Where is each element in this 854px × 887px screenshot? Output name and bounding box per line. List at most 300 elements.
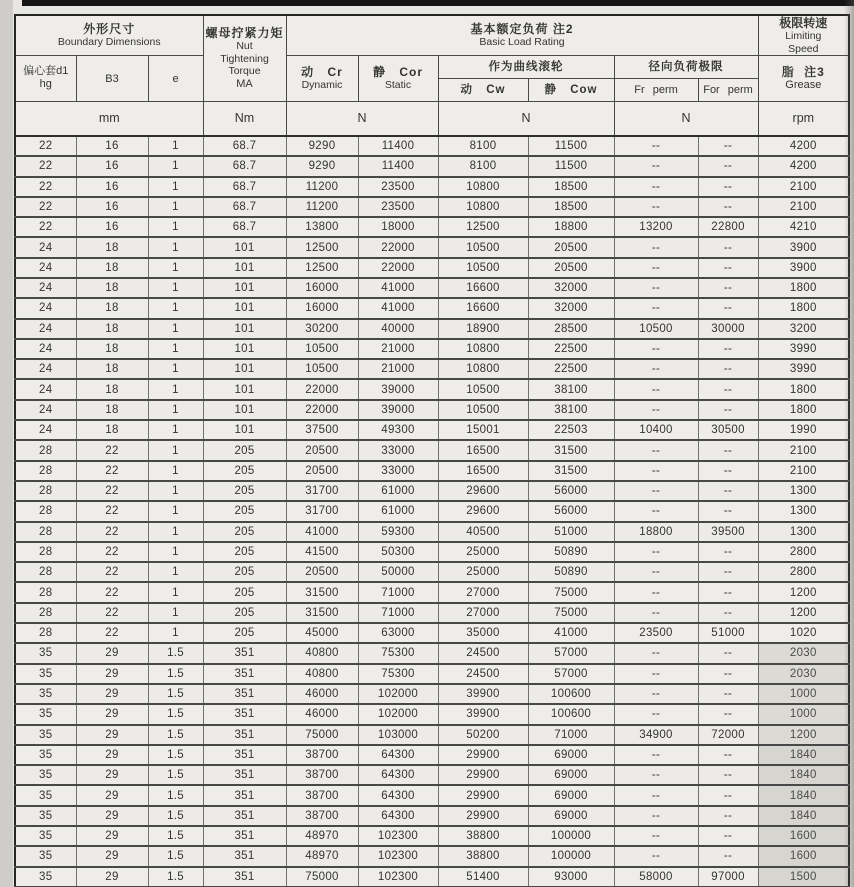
cell-for_perm: --: [698, 440, 758, 460]
cell-cor_static: 102300: [358, 846, 438, 866]
cell-b3: 16: [76, 217, 148, 237]
cell-cw_dynamic: 50200: [438, 725, 528, 745]
cell-cr_dynamic: 16000: [286, 298, 358, 318]
cell-cow_static: 69000: [528, 765, 614, 785]
cell-cr_dynamic: 37500: [286, 420, 358, 440]
cell-cow_static: 41000: [528, 623, 614, 643]
cell-b3: 22: [76, 582, 148, 602]
cell-for_perm: --: [698, 298, 758, 318]
cell-cw_dynamic: 8100: [438, 136, 528, 156]
cell-cr_dynamic: 11200: [286, 177, 358, 197]
cell-cow_static: 71000: [528, 725, 614, 745]
cell-fr_perm: --: [614, 258, 698, 278]
cell-e: 1: [148, 339, 203, 359]
cell-b3: 22: [76, 623, 148, 643]
table-row: [15, 785, 849, 805]
cell-e: 1.5: [148, 725, 203, 745]
cell-cow_static: 56000: [528, 481, 614, 501]
cell-d1_hg: 24: [15, 420, 76, 440]
cell-b3: 18: [76, 400, 148, 420]
cell-for_perm: --: [698, 461, 758, 481]
cell-cr_dynamic: 20500: [286, 440, 358, 460]
cell-grease_rpm: 1020: [758, 623, 849, 643]
cell-d1_hg: 24: [15, 339, 76, 359]
cell-cow_static: 20500: [528, 237, 614, 257]
cell-for_perm: --: [698, 785, 758, 805]
cell-cow_static: 100000: [528, 846, 614, 866]
cell-grease_rpm: 3200: [758, 319, 849, 339]
cell-cor_static: 33000: [358, 440, 438, 460]
cell-grease_rpm: 1840: [758, 765, 849, 785]
cell-e: 1: [148, 298, 203, 318]
cell-e: 1: [148, 400, 203, 420]
cell-cor_static: 49300: [358, 420, 438, 440]
table-row: [15, 623, 849, 643]
cell-b3: 16: [76, 177, 148, 197]
cell-cow_static: 31500: [528, 440, 614, 460]
cell-cor_static: 61000: [358, 501, 438, 521]
scan-edge-bar: [22, 0, 854, 6]
cell-ma_nm: 68.7: [203, 156, 286, 176]
unit-n-roller: N: [438, 101, 614, 136]
cell-grease_rpm: 1300: [758, 501, 849, 521]
header-limiting-speed: 极限转速 Limiting Speed: [758, 15, 849, 55]
cell-fr_perm: --: [614, 359, 698, 379]
cell-d1_hg: 35: [15, 725, 76, 745]
cell-ma_nm: 68.7: [203, 217, 286, 237]
cell-fr_perm: 58000: [614, 867, 698, 887]
cell-e: 1.5: [148, 765, 203, 785]
cell-grease_rpm: 1200: [758, 725, 849, 745]
cell-b3: 22: [76, 440, 148, 460]
table-row: [15, 298, 849, 318]
table-row: [15, 197, 849, 217]
cell-cr_dynamic: 38700: [286, 765, 358, 785]
cell-b3: 18: [76, 319, 148, 339]
cell-b3: 29: [76, 643, 148, 663]
cell-for_perm: --: [698, 156, 758, 176]
table-row: [15, 359, 849, 379]
cell-d1_hg: 24: [15, 400, 76, 420]
cell-d1_hg: 35: [15, 745, 76, 765]
cell-cow_static: 28500: [528, 319, 614, 339]
table-row: [15, 136, 849, 156]
header-dynamic-cr: 动 Cr Dynamic: [286, 55, 358, 101]
cell-cr_dynamic: 22000: [286, 379, 358, 399]
cell-d1_hg: 35: [15, 704, 76, 724]
cell-grease_rpm: 1300: [758, 481, 849, 501]
cell-ma_nm: 101: [203, 258, 286, 278]
cell-ma_nm: 351: [203, 846, 286, 866]
cell-ma_nm: 101: [203, 278, 286, 298]
cell-fr_perm: --: [614, 785, 698, 805]
table-row: [15, 542, 849, 562]
cell-for_perm: --: [698, 704, 758, 724]
header-curve-roller: 作为曲线滚轮: [438, 55, 614, 78]
cell-fr_perm: 10400: [614, 420, 698, 440]
cell-cor_static: 59300: [358, 522, 438, 542]
cell-ma_nm: 101: [203, 237, 286, 257]
cell-cw_dynamic: 10500: [438, 400, 528, 420]
cell-grease_rpm: 4200: [758, 156, 849, 176]
cell-fr_perm: --: [614, 664, 698, 684]
cell-cr_dynamic: 46000: [286, 684, 358, 704]
cell-cw_dynamic: 29600: [438, 481, 528, 501]
cell-cor_static: 33000: [358, 461, 438, 481]
cell-for_perm: --: [698, 684, 758, 704]
cell-cor_static: 64300: [358, 765, 438, 785]
cell-ma_nm: 351: [203, 765, 286, 785]
cell-grease_rpm: 1000: [758, 704, 849, 724]
header-dynamic-cw: 动 Cw: [438, 78, 528, 101]
table-row: [15, 664, 849, 684]
cell-cw_dynamic: 27000: [438, 582, 528, 602]
cell-grease_rpm: 2030: [758, 643, 849, 663]
header-fr-perm: Fr perm: [614, 78, 698, 101]
cell-fr_perm: --: [614, 339, 698, 359]
cell-cor_static: 102300: [358, 867, 438, 887]
cell-ma_nm: 205: [203, 582, 286, 602]
table-row: [15, 725, 849, 745]
cell-b3: 29: [76, 826, 148, 846]
cell-fr_perm: --: [614, 481, 698, 501]
cell-cw_dynamic: 38800: [438, 846, 528, 866]
table-row: [15, 319, 849, 339]
cell-cr_dynamic: 31700: [286, 501, 358, 521]
table-row: [15, 603, 849, 623]
header-grease: 脂 注3 Grease: [758, 55, 849, 101]
cell-d1_hg: 28: [15, 461, 76, 481]
cell-cr_dynamic: 16000: [286, 278, 358, 298]
cell-cow_static: 32000: [528, 278, 614, 298]
cell-grease_rpm: 1000: [758, 684, 849, 704]
cell-cr_dynamic: 75000: [286, 867, 358, 887]
cell-cr_dynamic: 20500: [286, 461, 358, 481]
cell-ma_nm: 351: [203, 745, 286, 765]
cell-b3: 29: [76, 846, 148, 866]
cell-b3: 29: [76, 704, 148, 724]
cell-d1_hg: 35: [15, 806, 76, 826]
cell-e: 1: [148, 562, 203, 582]
cell-cw_dynamic: 10500: [438, 237, 528, 257]
cell-fr_perm: 18800: [614, 522, 698, 542]
cell-cw_dynamic: 35000: [438, 623, 528, 643]
cell-grease_rpm: 2030: [758, 664, 849, 684]
cell-grease_rpm: 2800: [758, 562, 849, 582]
cell-cw_dynamic: 10800: [438, 197, 528, 217]
cell-cr_dynamic: 31700: [286, 481, 358, 501]
cell-grease_rpm: 1200: [758, 603, 849, 623]
cell-d1_hg: 28: [15, 440, 76, 460]
cell-d1_hg: 24: [15, 298, 76, 318]
header-eccentric-collar-d1: 偏心套d1 hg: [15, 55, 76, 101]
cell-cor_static: 63000: [358, 623, 438, 643]
cell-cor_static: 50300: [358, 542, 438, 562]
cell-cw_dynamic: 27000: [438, 603, 528, 623]
cell-cr_dynamic: 9290: [286, 156, 358, 176]
cell-fr_perm: --: [614, 177, 698, 197]
cell-fr_perm: 13200: [614, 217, 698, 237]
cell-grease_rpm: 1800: [758, 400, 849, 420]
cell-fr_perm: --: [614, 156, 698, 176]
cell-e: 1: [148, 522, 203, 542]
cell-fr_perm: --: [614, 542, 698, 562]
cell-grease_rpm: 1300: [758, 522, 849, 542]
cell-e: 1.5: [148, 643, 203, 663]
cell-d1_hg: 35: [15, 684, 76, 704]
cell-ma_nm: 205: [203, 562, 286, 582]
cell-for_perm: 97000: [698, 867, 758, 887]
table-row: [15, 643, 849, 663]
cell-cw_dynamic: 16600: [438, 298, 528, 318]
cell-for_perm: --: [698, 177, 758, 197]
cell-cw_dynamic: 10500: [438, 379, 528, 399]
cell-cor_static: 11400: [358, 156, 438, 176]
cell-b3: 29: [76, 785, 148, 805]
cell-ma_nm: 351: [203, 867, 286, 887]
table-row: [15, 461, 849, 481]
cell-cow_static: 57000: [528, 643, 614, 663]
cell-cow_static: 18500: [528, 177, 614, 197]
cell-cow_static: 38100: [528, 400, 614, 420]
cell-cor_static: 75300: [358, 643, 438, 663]
cell-d1_hg: 28: [15, 562, 76, 582]
cell-ma_nm: 205: [203, 440, 286, 460]
cell-grease_rpm: 2100: [758, 461, 849, 481]
cell-ma_nm: 101: [203, 339, 286, 359]
cell-fr_perm: --: [614, 278, 698, 298]
cell-e: 1: [148, 501, 203, 521]
cell-cr_dynamic: 41000: [286, 522, 358, 542]
cell-cor_static: 11400: [358, 136, 438, 156]
cell-grease_rpm: 2800: [758, 542, 849, 562]
cell-d1_hg: 35: [15, 867, 76, 887]
cell-fr_perm: --: [614, 846, 698, 866]
cell-cor_static: 75300: [358, 664, 438, 684]
cell-b3: 29: [76, 867, 148, 887]
cell-cr_dynamic: 41500: [286, 542, 358, 562]
cell-e: 1.5: [148, 745, 203, 765]
cell-for_perm: --: [698, 481, 758, 501]
cell-ma_nm: 351: [203, 826, 286, 846]
cell-e: 1: [148, 379, 203, 399]
cell-cr_dynamic: 38700: [286, 745, 358, 765]
cell-cw_dynamic: 16500: [438, 440, 528, 460]
cell-b3: 29: [76, 806, 148, 826]
cell-cw_dynamic: 38800: [438, 826, 528, 846]
cell-cor_static: 102000: [358, 704, 438, 724]
cell-cow_static: 18500: [528, 197, 614, 217]
cell-fr_perm: --: [614, 684, 698, 704]
cell-cow_static: 50890: [528, 542, 614, 562]
cell-cw_dynamic: 16600: [438, 278, 528, 298]
cell-grease_rpm: 1600: [758, 826, 849, 846]
cell-b3: 29: [76, 725, 148, 745]
cell-grease_rpm: 3990: [758, 339, 849, 359]
unit-nm: Nm: [203, 101, 286, 136]
table-row: [15, 278, 849, 298]
cell-cw_dynamic: 29900: [438, 785, 528, 805]
cell-ma_nm: 351: [203, 785, 286, 805]
cell-fr_perm: --: [614, 440, 698, 460]
header-boundary-dimensions: 外形尺寸 Boundary Dimensions: [15, 15, 203, 55]
cell-for_perm: 39500: [698, 522, 758, 542]
cell-cow_static: 11500: [528, 136, 614, 156]
cell-b3: 18: [76, 420, 148, 440]
cell-cow_static: 69000: [528, 806, 614, 826]
cell-for_perm: 72000: [698, 725, 758, 745]
cell-cow_static: 75000: [528, 603, 614, 623]
cell-ma_nm: 205: [203, 522, 286, 542]
cell-cw_dynamic: 24500: [438, 643, 528, 663]
cell-ma_nm: 205: [203, 603, 286, 623]
cell-e: 1: [148, 440, 203, 460]
cell-cr_dynamic: 46000: [286, 704, 358, 724]
cell-cor_static: 64300: [358, 806, 438, 826]
cell-d1_hg: 28: [15, 582, 76, 602]
header-basic-load-rating: 基本额定负荷 注2 Basic Load Rating: [286, 15, 758, 55]
cell-b3: 22: [76, 562, 148, 582]
cell-d1_hg: 28: [15, 501, 76, 521]
cell-cow_static: 20500: [528, 258, 614, 278]
cell-grease_rpm: 1840: [758, 785, 849, 805]
cell-cr_dynamic: 48970: [286, 846, 358, 866]
cell-for_perm: 30500: [698, 420, 758, 440]
cell-grease_rpm: 1840: [758, 745, 849, 765]
cell-e: 1.5: [148, 826, 203, 846]
cell-cow_static: 50890: [528, 562, 614, 582]
cell-grease_rpm: 3990: [758, 359, 849, 379]
cell-cw_dynamic: 25000: [438, 542, 528, 562]
table-row: [15, 582, 849, 602]
cell-cor_static: 39000: [358, 379, 438, 399]
cell-cow_static: 100600: [528, 704, 614, 724]
cell-cr_dynamic: 10500: [286, 359, 358, 379]
cell-e: 1.5: [148, 846, 203, 866]
cell-b3: 22: [76, 542, 148, 562]
cell-fr_perm: --: [614, 298, 698, 318]
cell-b3: 16: [76, 136, 148, 156]
cell-e: 1.5: [148, 785, 203, 805]
cell-cr_dynamic: 20500: [286, 562, 358, 582]
cell-cw_dynamic: 10800: [438, 359, 528, 379]
cell-e: 1: [148, 420, 203, 440]
cell-ma_nm: 351: [203, 664, 286, 684]
table-row: [15, 481, 849, 501]
cell-e: 1: [148, 217, 203, 237]
table-row: [15, 522, 849, 542]
cell-d1_hg: 24: [15, 379, 76, 399]
cell-ma_nm: 205: [203, 461, 286, 481]
cell-d1_hg: 28: [15, 542, 76, 562]
table-header: [15, 15, 849, 136]
cell-for_perm: --: [698, 765, 758, 785]
cell-cr_dynamic: 11200: [286, 197, 358, 217]
unit-n-load: N: [286, 101, 438, 136]
cell-cw_dynamic: 16500: [438, 461, 528, 481]
cell-d1_hg: 28: [15, 603, 76, 623]
cell-cw_dynamic: 51400: [438, 867, 528, 887]
cell-b3: 18: [76, 278, 148, 298]
cell-cow_static: 56000: [528, 501, 614, 521]
cell-fr_perm: --: [614, 400, 698, 420]
header-b3: B3: [76, 55, 148, 101]
cell-b3: 22: [76, 481, 148, 501]
cell-grease_rpm: 1200: [758, 582, 849, 602]
cell-ma_nm: 351: [203, 704, 286, 724]
cell-ma_nm: 351: [203, 643, 286, 663]
table-row: [15, 826, 849, 846]
cell-cw_dynamic: 29900: [438, 745, 528, 765]
cell-grease_rpm: 1840: [758, 806, 849, 826]
cell-d1_hg: 24: [15, 237, 76, 257]
cell-ma_nm: 101: [203, 400, 286, 420]
cell-fr_perm: --: [614, 603, 698, 623]
cell-cw_dynamic: 10800: [438, 177, 528, 197]
cell-e: 1.5: [148, 806, 203, 826]
cell-cw_dynamic: 8100: [438, 156, 528, 176]
cell-cow_static: 31500: [528, 461, 614, 481]
cell-for_perm: 30000: [698, 319, 758, 339]
table-row: [15, 562, 849, 582]
header-radial-load-limit: 径向负荷极限: [614, 55, 758, 78]
cell-fr_perm: 34900: [614, 725, 698, 745]
cell-fr_perm: --: [614, 745, 698, 765]
table-row: [15, 258, 849, 278]
cell-cow_static: 38100: [528, 379, 614, 399]
cell-d1_hg: 22: [15, 136, 76, 156]
cell-cw_dynamic: 10500: [438, 258, 528, 278]
cell-ma_nm: 68.7: [203, 177, 286, 197]
cell-ma_nm: 101: [203, 379, 286, 399]
cell-cow_static: 69000: [528, 785, 614, 805]
table-row: [15, 379, 849, 399]
cell-fr_perm: --: [614, 765, 698, 785]
cell-cw_dynamic: 40500: [438, 522, 528, 542]
cell-cor_static: 41000: [358, 278, 438, 298]
cell-d1_hg: 22: [15, 177, 76, 197]
cell-cw_dynamic: 39900: [438, 704, 528, 724]
cell-fr_perm: --: [614, 562, 698, 582]
cell-cr_dynamic: 31500: [286, 582, 358, 602]
cell-fr_perm: --: [614, 501, 698, 521]
cell-cor_static: 23500: [358, 197, 438, 217]
cell-ma_nm: 101: [203, 420, 286, 440]
cell-for_perm: --: [698, 359, 758, 379]
cell-fr_perm: --: [614, 826, 698, 846]
cell-cor_static: 21000: [358, 339, 438, 359]
cell-b3: 18: [76, 258, 148, 278]
cell-cor_static: 102000: [358, 684, 438, 704]
cell-b3: 18: [76, 339, 148, 359]
cell-cr_dynamic: 45000: [286, 623, 358, 643]
cell-d1_hg: 24: [15, 278, 76, 298]
cell-e: 1: [148, 177, 203, 197]
cell-d1_hg: 24: [15, 359, 76, 379]
table-row: [15, 400, 849, 420]
table-row: [15, 440, 849, 460]
cell-for_perm: --: [698, 826, 758, 846]
cell-cor_static: 22000: [358, 258, 438, 278]
cell-ma_nm: 205: [203, 542, 286, 562]
cell-cw_dynamic: 24500: [438, 664, 528, 684]
cell-cr_dynamic: 40800: [286, 664, 358, 684]
table-row: [15, 745, 849, 765]
cell-cor_static: 103000: [358, 725, 438, 745]
cell-grease_rpm: 2100: [758, 177, 849, 197]
cell-e: 1: [148, 278, 203, 298]
cell-e: 1: [148, 156, 203, 176]
